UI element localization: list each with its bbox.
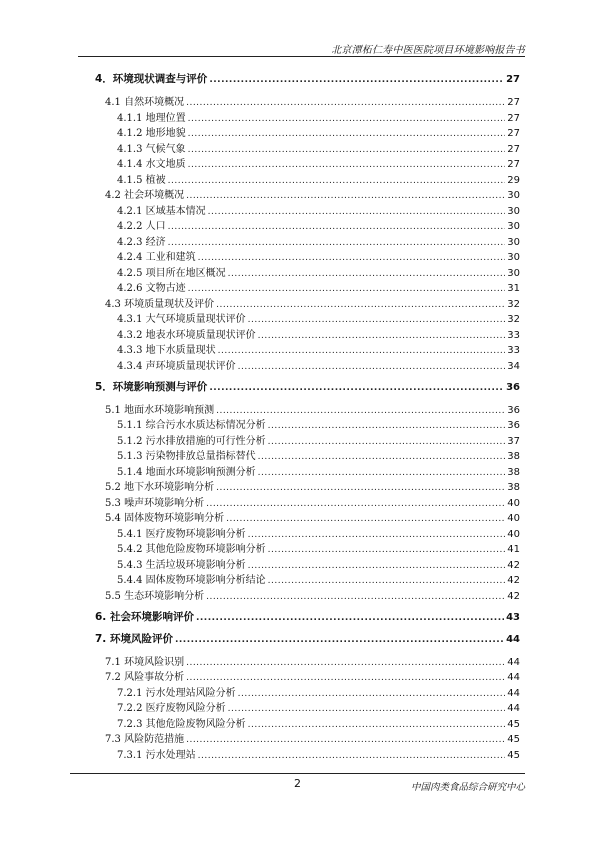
toc-entry-label: 4.3.4 声环境质量现状评价 [117,360,236,372]
toc-entry[interactable] [95,248,520,263]
toc-entry-page: 36 [507,404,520,416]
toc-entry[interactable] [95,631,520,646]
dot-leader [198,750,506,761]
toc-entry[interactable] [95,478,520,493]
toc-entry-label: 7.2.1 污水处理站风险分析 [117,687,236,699]
toc-entry[interactable] [95,416,520,431]
dot-leader [226,513,505,524]
report-title: 北京潭柘仁寿中医医院项目环境影响报告书 [331,45,525,56]
dot-leader [238,688,506,699]
toc-entry[interactable] [95,71,520,86]
toc-entry-page: 44 [507,672,520,683]
dot-leader [208,206,506,217]
toc-entry-page: 30 [507,221,520,232]
toc-entry-label: 7.3 风险防范措施 [105,734,185,745]
toc-entry-page: 30 [507,236,520,248]
dot-leader [186,190,505,201]
dot-leader [188,144,506,155]
dot-leader [238,361,506,372]
dot-leader [268,544,506,555]
toc-entry-page: 42 [507,590,520,602]
toc-entry[interactable] [95,140,520,155]
toc-entry[interactable] [95,401,520,416]
toc-entry[interactable] [95,279,520,294]
dot-leader [258,451,506,462]
toc-entry-page: 33 [507,345,520,356]
toc-entry-page: 41 [507,544,520,555]
toc-entry-label: 5.4.3 生活垃圾环境影响分析 [117,559,246,571]
toc-entry[interactable] [95,525,520,540]
toc-entry[interactable] [95,295,520,310]
toc-entry-page: 27 [506,74,520,85]
toc-entry-page: 34 [507,360,520,372]
toc-entry-label: 7.2.2 医疗废物风险分析 [117,703,226,714]
dot-leader [168,237,506,248]
toc-entry-label: 5．环境影响预测与评价 [95,380,208,393]
toc-entry[interactable] [95,509,520,524]
toc-entry-label: 7.1 环境风险识别 [105,656,185,668]
page-number: 2 [294,777,301,790]
toc-entry-label: 5.4.2 其他危险废物环境影响分析 [117,544,266,555]
dot-leader [248,560,506,571]
toc-entry-label: 5.5 生态环境影响分析 [105,590,205,602]
toc-entry-page: 40 [507,528,520,540]
toc-entry-page: 43 [506,611,520,623]
dot-leader [206,498,505,509]
toc-entry-page: 30 [507,205,520,217]
toc-entry-page: 30 [507,190,520,201]
toc-entry-page: 33 [507,329,520,341]
toc-entry-page: 30 [507,252,520,263]
toc-entry-page: 44 [507,703,520,714]
toc-entry-page: 36 [507,420,520,431]
toc-entry-page: 27 [507,128,520,139]
toc-entry-page: 36 [506,381,520,393]
dot-leader [228,703,506,714]
toc-entry[interactable] [95,699,520,714]
toc-entry[interactable] [95,93,520,108]
toc-entry-label: 7.2 风险事故分析 [105,672,185,683]
toc-entry[interactable] [95,124,520,139]
toc-entry-label: 7.3.1 污水处理站 [117,749,196,761]
toc-entry[interactable] [95,715,520,730]
toc-entry[interactable] [95,730,520,745]
footer-divider [70,773,525,774]
toc-entry[interactable] [95,310,520,325]
toc-entry[interactable] [95,341,520,356]
toc-entry[interactable] [95,684,520,699]
toc-entry[interactable] [95,264,520,279]
toc-entry-label: 4.1.4 水文地质 [117,159,186,170]
toc-entry-page: 32 [507,314,520,325]
toc-entry-page: 27 [507,159,520,170]
toc-entry-label: 4.3.3 地下水质量现状 [117,345,216,356]
toc-entry-label: 4.3.2 地表水环境质量现状评价 [117,329,256,341]
toc-entry[interactable] [95,609,520,624]
toc-entry[interactable] [95,653,520,668]
toc-entry-page: 38 [507,466,520,478]
dot-leader [209,73,504,85]
toc-entry[interactable] [95,571,520,586]
toc-entry-label: 5.4.4 固体废物环境影响分析结论 [117,575,266,586]
toc-entry-label: 4.1.3 气候气象 [117,143,186,155]
dot-leader [196,611,504,623]
toc-entry[interactable] [95,432,520,447]
toc-entry[interactable] [95,668,520,683]
dot-leader [186,97,505,108]
toc-entry[interactable] [95,463,520,478]
dot-leader [186,657,505,668]
dot-leader [216,299,505,310]
toc-entry[interactable] [95,109,520,124]
dot-leader [188,159,506,170]
toc-entry-label: 4.1 自然环境概况 [105,97,185,108]
toc-entry[interactable] [95,447,520,462]
dot-leader [198,252,506,263]
toc-entry-label: 7.2.3 其他危险废物风险分析 [117,718,246,730]
toc-entry-page: 45 [507,734,520,745]
toc-entry[interactable] [95,186,520,201]
dot-leader [216,482,505,493]
toc-entry-page: 30 [507,267,520,279]
toc-entry-page: 45 [507,749,520,761]
dot-leader [268,420,506,431]
toc-entry-page: 44 [507,656,520,668]
toc-entry-page: 31 [507,283,520,294]
toc-entry-page: 40 [507,497,520,509]
toc-entry-label: 4.2.6 文物古迹 [117,283,186,294]
dot-leader [258,467,506,478]
toc-entry-label: 4.2 社会环境概况 [105,190,185,201]
toc-entry-page: 42 [507,559,520,571]
toc-entry-label: 4.2.3 经济 [117,236,166,248]
toc-entry-label: 5.2 地下水环境影响分析 [105,482,215,493]
toc-entry-label: 4.2.2 人口 [117,221,166,232]
toc-entry-label: 4．环境现状调查与评价 [95,73,208,85]
dot-leader [186,734,505,745]
page-header [78,40,525,57]
dot-leader [248,529,506,540]
dot-leader [188,283,506,294]
toc-entry-page: 38 [507,451,520,462]
toc-entry[interactable] [95,202,520,217]
toc-entry-label: 7. 环境风险评价 [95,632,173,645]
toc-entry[interactable] [95,155,520,170]
toc-entry-label: 5.4 固体废物环境影响分析 [105,513,225,524]
footer-organization: 中国肉类食品综合研究中心 [410,782,525,793]
toc-entry-page: 27 [507,143,520,155]
toc-entry-label: 5.1.2 污水排放措施的可行性分析 [117,435,266,447]
toc-entry-page: 37 [507,435,520,447]
dot-leader [268,575,506,586]
dot-leader [186,672,505,683]
dot-leader [168,175,506,186]
toc-entry-label: 4.1.2 地形地貌 [117,128,186,139]
dot-leader [216,405,505,416]
toc-entry-label: 4.3.1 大气环境质量现状评价 [117,314,246,325]
toc-entry-page: 44 [507,687,520,699]
toc-entry-page: 27 [507,112,520,124]
toc-entry-label: 5.1.1 综合污水水质达标情况分析 [117,420,266,431]
toc-entry-label: 4.1.1 地理位置 [117,112,186,124]
toc-entry-label: 4.2.4 工业和建筑 [117,252,196,263]
toc-entry[interactable] [95,379,520,394]
toc-entry-page: 29 [507,174,520,186]
toc-entry[interactable] [95,494,520,509]
toc-entry[interactable] [95,326,520,341]
toc-entry-page: 44 [506,633,520,645]
toc-entry[interactable] [95,357,520,372]
toc-entry[interactable] [95,746,520,761]
toc-entry[interactable] [95,540,520,555]
toc-entry-page: 38 [507,482,520,493]
dot-leader [188,128,506,139]
toc-entry-page: 40 [507,513,520,524]
toc-entry-label: 5.3 噪声环境影响分析 [105,497,205,509]
toc-entry[interactable] [95,233,520,248]
toc-entry-label: 5.1 地面水环境影响预测 [105,404,215,416]
toc-entry[interactable] [95,171,520,186]
toc-entry-page: 45 [507,718,520,730]
toc-entry-label: 4.2.1 区域基本情况 [117,205,206,217]
toc-entry-label: 4.1.5 植被 [117,174,166,186]
dot-leader [268,436,506,447]
toc-entry-label: 4.2.5 项目所在地区概况 [117,267,226,279]
toc-entry-page: 42 [507,575,520,586]
toc-entry-page: 32 [507,298,520,310]
dot-leader [218,345,506,356]
dot-leader [175,633,504,645]
toc-entry[interactable] [95,587,520,602]
toc-entry-label: 4.3 环境质量现状及评价 [105,298,215,310]
dot-leader [209,381,504,393]
toc-entry[interactable] [95,217,520,232]
dot-leader [188,113,506,124]
dot-leader [228,268,506,279]
toc-entry[interactable] [95,556,520,571]
toc-entry-label: 5.1.4 地面水环境影响预测分析 [117,466,256,478]
toc-entry-label: 6. 社会环境影响评价 [95,610,194,623]
dot-leader [168,221,506,232]
dot-leader [248,314,506,325]
dot-leader [258,330,506,341]
dot-leader [206,591,505,602]
toc-entry-label: 5.4.1 医疗废物环境影响分析 [117,528,246,540]
dot-leader [248,719,506,730]
toc-entry-label: 5.1.3 污染物排放总量指标替代 [117,451,256,462]
toc-entry-page: 27 [507,97,520,108]
